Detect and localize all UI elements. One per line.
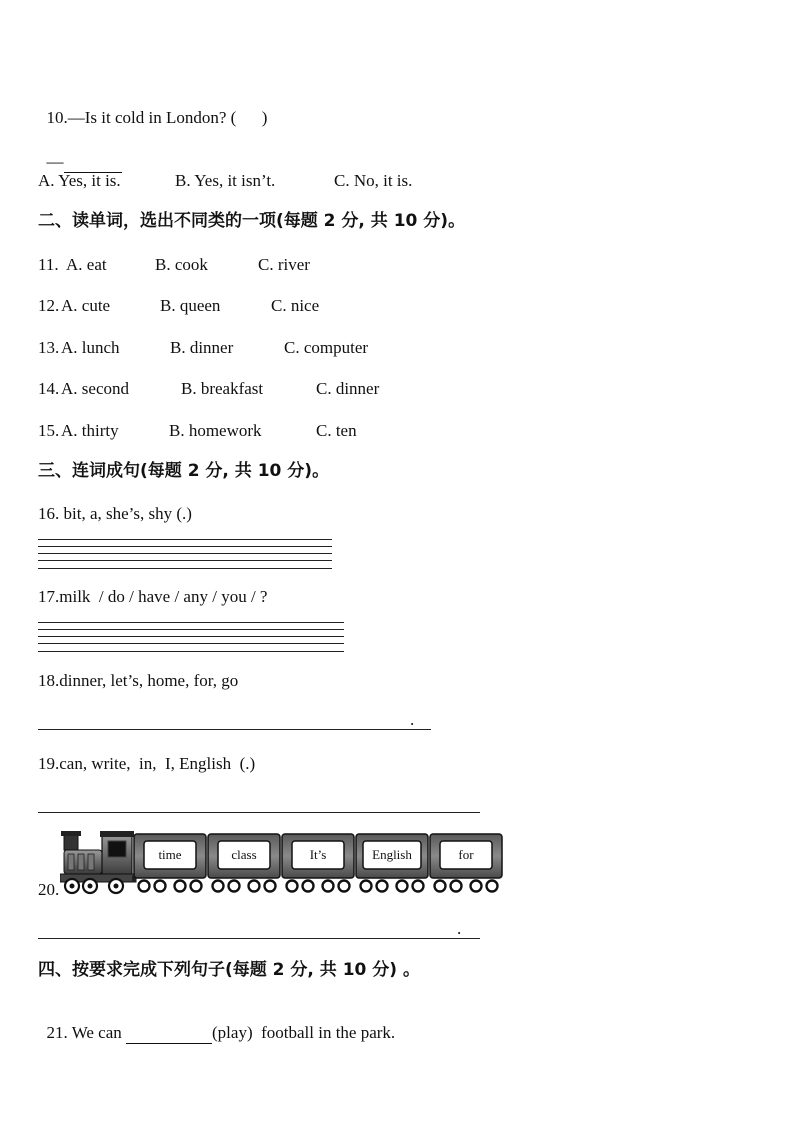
train-word-4: English xyxy=(372,847,412,862)
section2-title: 二、读单词，选出不同类的一项(每题 2 分, 共 10 分)。 xyxy=(38,211,466,231)
section3-title: 三、连词成句(每题 2 分, 共 10 分)。 xyxy=(38,461,330,481)
q15-option-b: B. homework xyxy=(169,421,262,440)
q11-option-c: C. river xyxy=(258,255,310,274)
q21-before: 21. We can xyxy=(46,1023,127,1042)
q19-answer-line[interactable] xyxy=(38,812,480,813)
q20-period: . xyxy=(457,919,462,938)
q18-prompt: 18.dinner, let’s, home, for, go xyxy=(38,671,239,690)
q14-number: 14. xyxy=(38,379,60,398)
writing-line xyxy=(38,622,344,623)
q12-option-a: A. cute xyxy=(61,296,111,315)
q16-prompt: 16. bit, a, she’s, shy (.) xyxy=(38,504,192,523)
locomotive-icon xyxy=(60,831,136,893)
train-word-2: class xyxy=(231,847,257,862)
train-word-1: time xyxy=(158,847,182,862)
q10-stem xyxy=(38,88,267,128)
writing-line xyxy=(38,651,344,652)
q19-prompt: 19.can, write, in, I, English (.) xyxy=(38,754,256,773)
q10-answer-line xyxy=(38,132,122,173)
q18-answer-line[interactable] xyxy=(38,729,431,730)
train-car-1 xyxy=(134,834,206,892)
writing-line xyxy=(38,629,344,630)
writing-line xyxy=(38,560,332,561)
train-car-4 xyxy=(356,834,428,892)
writing-line xyxy=(38,568,332,569)
q10-text: —Is it cold in London? ( ) xyxy=(67,108,268,127)
q11-number: 11. xyxy=(38,255,59,274)
q14-option-c: C. dinner xyxy=(316,379,380,398)
train-car-2 xyxy=(208,834,280,892)
q15-number: 15. xyxy=(38,421,60,440)
q20-number: 20. xyxy=(38,880,60,899)
q18-period: . xyxy=(410,710,415,729)
q13-option-c: C. computer xyxy=(284,338,369,357)
train-car-5 xyxy=(430,834,502,892)
writing-line xyxy=(38,553,332,554)
writing-line xyxy=(38,643,344,644)
section4-title: 四、按要求完成下列句子(每题 2 分, 共 10 分) 。 xyxy=(38,960,420,980)
q11-option-a: A. eat xyxy=(66,255,107,274)
q10-blank[interactable] xyxy=(64,152,122,173)
writing-line xyxy=(38,636,344,637)
q21-blank[interactable] xyxy=(126,1023,212,1044)
q21-after: (play) football in the park. xyxy=(212,1023,396,1042)
q11-option-b: B. cook xyxy=(155,255,208,274)
q12-option-b: B. queen xyxy=(160,296,221,315)
q15-option-c: C. ten xyxy=(316,421,357,440)
q10-option-b: B. Yes, it isn’t. xyxy=(175,171,276,190)
q13-number: 13. xyxy=(38,338,60,357)
train-illustration xyxy=(60,828,504,896)
q15-option-a: A. thirty xyxy=(61,421,119,440)
q14-option-a: A. second xyxy=(61,379,129,398)
train-car-3 xyxy=(282,834,354,892)
q10-option-a: A. Yes, it is. xyxy=(38,171,121,190)
q10-dash: — xyxy=(46,152,64,171)
train-word-3: It’s xyxy=(309,847,327,862)
q13-option-a: A. lunch xyxy=(61,338,120,357)
writing-line xyxy=(38,546,332,547)
q17-prompt: 17.milk / do / have / any / you / ? xyxy=(38,587,268,606)
writing-line xyxy=(38,539,332,540)
q20-answer-line[interactable] xyxy=(38,938,480,939)
q21-sentence xyxy=(38,1003,395,1044)
q10-number: 10. xyxy=(46,108,68,127)
q12-option-c: C. nice xyxy=(271,296,320,315)
q14-option-b: B. breakfast xyxy=(181,379,264,398)
q13-option-b: B. dinner xyxy=(170,338,234,357)
train-word-5: for xyxy=(458,847,474,862)
q12-number: 12. xyxy=(38,296,60,315)
q10-option-c: C. No, it is. xyxy=(334,171,413,190)
